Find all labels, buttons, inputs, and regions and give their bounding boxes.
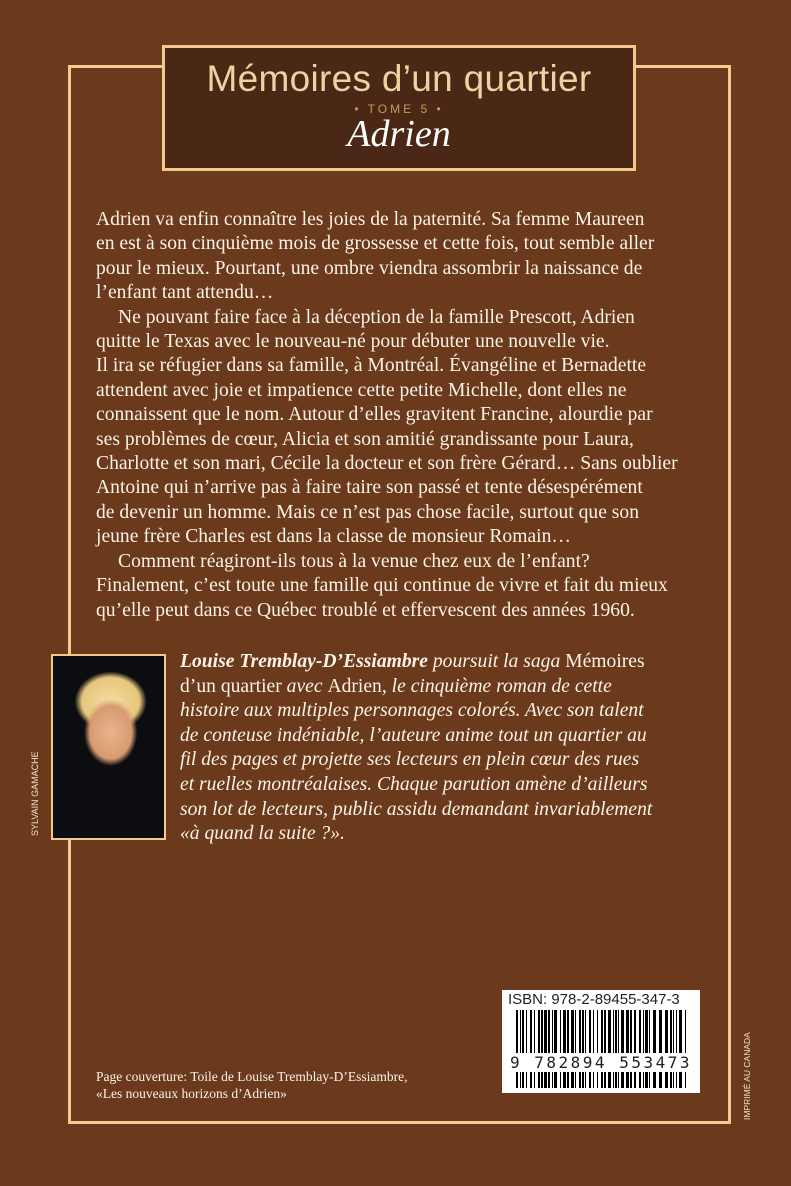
barcode-bar	[552, 1010, 553, 1088]
barcode-bar	[530, 1010, 532, 1088]
cover-credit	[96, 1068, 407, 1102]
printed-in-canada: IMPRIMÉ AU CANADA	[742, 1032, 752, 1120]
volume-title: Adrien	[347, 113, 451, 155]
barcode-bar	[597, 1010, 598, 1088]
barcode-bar	[548, 1010, 550, 1088]
synopsis-line: jeune frère Charles est dans la classe de monsieur Romain…	[96, 526, 571, 548]
bio-line	[180, 650, 652, 675]
barcode	[502, 1010, 700, 1090]
barcode-bar	[613, 1010, 614, 1088]
bio-segment: , le cinquième roman de cette	[381, 675, 612, 697]
isbn-barcode-box	[502, 990, 700, 1093]
bio-line	[180, 822, 652, 847]
barcode-bar	[653, 1010, 656, 1088]
bio-segment: poursuit la saga	[427, 651, 566, 672]
barcode-bar	[554, 1010, 557, 1088]
barcode-bar	[579, 1010, 581, 1088]
barcode-bar	[520, 1010, 521, 1088]
synopsis-line: en est à son cinquième mois de grossesse et cette fois, tout semble aller	[96, 233, 655, 255]
barcode-bar	[601, 1010, 603, 1088]
barcode-bar	[589, 1010, 591, 1088]
synopsis-line: Ne pouvant faire face à la déception de la famille Prescott, Adrien	[118, 306, 635, 328]
barcode-bar	[685, 1010, 686, 1088]
author-bio	[180, 650, 652, 847]
synopsis-line: de devenir un homme. Mais ce n’est pas chose facile, surtout que son	[96, 501, 640, 523]
synopsis-line: qu’elle peut dans ce Québec troublé et effervescent des années 1960.	[96, 599, 635, 621]
synopsis-line: pour le mieux. Pourtant, une ombre viendra assombrir la naissance de	[96, 257, 643, 279]
barcode-bar	[571, 1010, 574, 1088]
bio-segment: «à quand la suite ?».	[180, 823, 345, 845]
barcode-bar	[665, 1010, 668, 1088]
barcode-bar	[538, 1010, 540, 1088]
barcode-bar	[575, 1010, 576, 1088]
barcode-bar	[593, 1010, 594, 1088]
author-photo	[51, 654, 166, 840]
barcode-bar	[516, 1010, 518, 1088]
synopsis-line: Charlotte et son mari, Cécile la docteur et son frère Gérard… Sans oublier	[96, 453, 678, 475]
barcode-bar	[541, 1010, 543, 1088]
barcode-bar	[526, 1010, 527, 1088]
barcode-bar	[560, 1010, 561, 1088]
barcode-bar	[618, 1010, 619, 1088]
photo-credit: SYLVAIN GAMACHE	[30, 751, 40, 836]
barcode-bar	[676, 1010, 677, 1088]
barcode-bar	[563, 1010, 566, 1088]
bio-line	[180, 773, 652, 798]
bio-line	[180, 798, 652, 823]
synopsis-line: Finalement, c’est toute une famille qui continue de vivre et fait du mieux	[96, 575, 668, 597]
synopsis-line: l’enfant tant attendu…	[96, 282, 274, 304]
bio-line	[180, 748, 652, 773]
barcode-digits: 9 782894 553473	[510, 1053, 692, 1072]
synopsis-line: Il ira se réfugier dans sa famille, à Montréal. Évangéline et Bernadette	[96, 355, 647, 377]
barcode-bar	[608, 1010, 611, 1088]
synopsis-line: Comment réagiront-ils tous à la venue chez eux de l’enfant?	[118, 550, 590, 572]
bio-segment: histoire aux multiples personnages colorés. Avec son talent	[180, 700, 644, 722]
bio-line	[180, 724, 652, 749]
synopsis-line: connaissent que le nom. Autour d’elles gravitent Francine, alourdie par	[96, 404, 653, 426]
cover-credit-line: «Les nouveaux horizons d’Adrien»	[96, 1086, 287, 1101]
bio-segment: et ruelles montréalaises. Chaque parution amène d’ailleurs	[180, 773, 648, 795]
barcode-bar	[567, 1010, 569, 1088]
barcode-bar	[670, 1010, 672, 1088]
synopsis-line: quitte le Texas avec le nouveau-né pour débuter une nouvelle vie.	[96, 331, 610, 353]
barcode-bar	[585, 1010, 586, 1088]
title-box	[162, 45, 636, 171]
barcode-bar	[673, 1010, 674, 1088]
bio-line	[180, 675, 652, 700]
bio-segment: avec	[281, 675, 328, 697]
barcode-bar	[544, 1010, 547, 1088]
tome-label: • TOME 5 •	[354, 102, 444, 116]
bio-line	[180, 699, 652, 724]
synopsis-line: ses problèmes de cœur, Alicia et son amitié grandissante pour Laura,	[96, 428, 634, 450]
barcode-bar	[534, 1010, 535, 1088]
barcode-bar	[679, 1010, 682, 1088]
barcode-bar	[643, 1010, 644, 1088]
bio-segment: Mémoires	[565, 651, 645, 672]
synopsis-line: Antoine qui n’arrive pas à faire taire son passé et tente désespérément	[96, 477, 643, 499]
bio-segment: Louise Tremblay-D’Essiambre	[180, 651, 428, 672]
barcode-bar	[659, 1010, 662, 1088]
barcode-bar	[634, 1010, 636, 1088]
barcode-bar	[630, 1010, 632, 1088]
synopsis-line: attendent avec joie et impatience cette petite Michelle, dont elles ne	[96, 379, 627, 401]
bio-segment: de conteuse indéniable, l’auteure anime tout un quartier au	[180, 724, 647, 746]
synopsis-line: Adrien va enfin connaître les joies de la paternité. Sa femme Maureen	[96, 209, 645, 230]
series-title: Mémoires d’un quartier	[206, 58, 592, 99]
bio-segment: Adrien	[327, 675, 382, 697]
barcode-bar	[639, 1010, 641, 1088]
bio-segment: son lot de lecteurs, public assidu demandant invariablement	[180, 798, 653, 820]
bio-segment: d’un quartier	[180, 675, 282, 697]
synopsis	[96, 208, 678, 623]
barcode-bar	[582, 1010, 584, 1088]
barcode-bar	[604, 1010, 606, 1088]
barcode-bar	[626, 1010, 629, 1088]
barcode-bar	[615, 1010, 617, 1088]
barcode-bar	[645, 1010, 648, 1088]
bio-segment: fil des pages et projette ses lecteurs en plein cœur des rues	[180, 749, 640, 771]
isbn-label: ISBN: 978-2-89455-347-3	[508, 991, 680, 1008]
barcode-bar	[649, 1010, 650, 1088]
cover-credit-line: Page couverture: Toile de Louise Tremblay-D’Essiambre,	[96, 1069, 408, 1084]
barcode-bar	[522, 1010, 524, 1088]
barcode-bar	[621, 1010, 624, 1088]
